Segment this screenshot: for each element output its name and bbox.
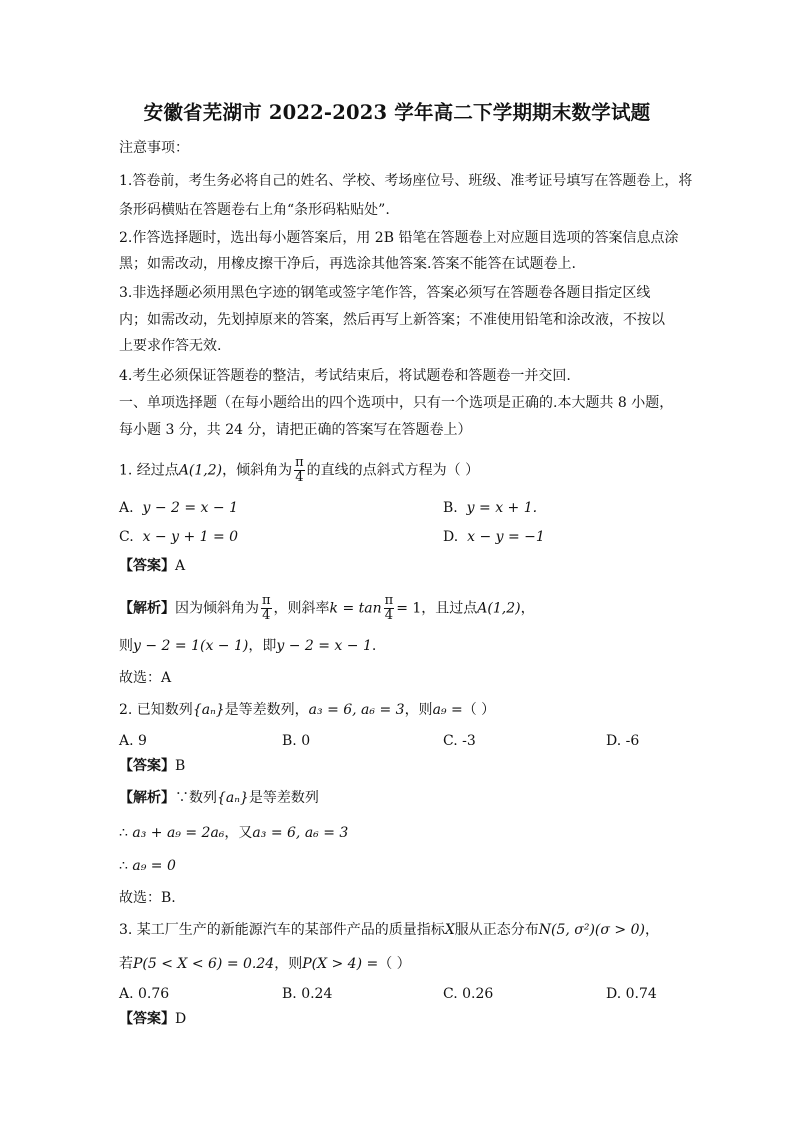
section-heading-line-2: 每小题 3 分，共 24 分，请把正确的答案写在答题卷上） xyxy=(119,422,472,438)
q1-analysis-frac-1 xyxy=(261,594,272,623)
q2-analysis-b: 是等差数列 xyxy=(248,790,319,806)
q2-analysis2-a: ，又 xyxy=(224,825,253,841)
q2-analysis-tag: 【解析】 xyxy=(119,790,175,806)
q2-option-d: D. -6 xyxy=(606,733,640,749)
q2-ask: a₉ = xyxy=(432,702,463,718)
note-3-line-1: 3.非选择题必须用黑色字迹的钢笔或签字笔作答，答案必须写在答题卷各题目指定区线 xyxy=(119,285,651,301)
q3-l2-a: 若 xyxy=(119,956,133,972)
note-2-line-2: 黑；如需改动，用橡皮擦干净后，再选涂其他答案.答案不能答在试题卷上. xyxy=(119,256,576,272)
q1-frac-den: 4 xyxy=(295,470,304,485)
q2-analysis-a: 数列 xyxy=(189,790,217,806)
note-1-line-1: 1.答卷前，考生务必将自己的姓名、学校、考场座位号、班级、准考证号填写在答题卷上，将 xyxy=(119,173,693,189)
q1-analysis-frac-2-den: 4 xyxy=(384,608,394,623)
q2-because-symbol: ∵ xyxy=(175,790,189,806)
q1-option-c xyxy=(119,527,238,547)
q1-option-c-label: C. xyxy=(119,529,134,545)
q2-stem xyxy=(119,700,495,720)
notes-heading: 注意事项： xyxy=(119,140,189,156)
q3-stem-line-1 xyxy=(119,920,659,940)
q1-option-a-label: A. xyxy=(119,500,134,516)
q1-analysis-text-d: ， xyxy=(520,600,535,617)
q1-frac-num: π xyxy=(295,455,304,470)
q2-analysis2-expr-1: a₃ + a₉ = 2a₆ xyxy=(132,825,225,841)
q1-stem-post: 的直线的点斜式方程为（ ） xyxy=(306,462,480,479)
q1-stem-pre: 1. 经过点 xyxy=(119,462,179,479)
q1-option-a-text: y − 2 = x − 1 xyxy=(142,500,238,516)
q2-option-a: A. 9 xyxy=(119,733,147,749)
q2-answer-value: B xyxy=(175,758,186,774)
q1-analysis2-b: ，即 xyxy=(248,638,277,654)
q3-answer-value: D xyxy=(175,1011,187,1027)
q3-stem-post: ， xyxy=(644,922,659,938)
q1-stem-mid: ，倾斜角为 xyxy=(222,462,293,479)
q3-stem-line-2 xyxy=(119,954,411,974)
q2-stem-post: ，则 xyxy=(404,702,433,718)
q2-seq: {aₙ} xyxy=(192,702,225,718)
q2-analysis-line-2 xyxy=(119,823,348,843)
q1-fraction xyxy=(294,456,305,485)
q2-answer-tag: 【答案】 xyxy=(119,758,175,774)
q3-answer xyxy=(119,1009,186,1029)
q2-therefore-symbol-2: ∴ xyxy=(119,858,128,874)
q2-analysis-line-1 xyxy=(119,788,319,808)
q2-stem-end: （ ） xyxy=(462,702,496,718)
q1-analysis2-c: . xyxy=(371,638,377,654)
q3-l2-expr-2: P(X > 4) = xyxy=(302,956,379,972)
q1-option-b xyxy=(443,498,537,518)
q1-analysis-k: k = tan xyxy=(329,600,382,617)
q2-option-c: C. -3 xyxy=(443,733,476,749)
q2-stem-pre: 2. 已知数列 xyxy=(119,702,193,718)
q2-analysis-line-3 xyxy=(119,856,176,876)
q1-option-d-label: D. xyxy=(443,529,459,545)
q1-option-c-text: x − y + 1 = 0 xyxy=(142,529,239,545)
note-4: 4.考生必须保证答题卷的整洁，考试结束后，将试题卷和答题卷一并交回. xyxy=(119,368,571,384)
q3-option-b: B. 0.24 xyxy=(282,986,333,1002)
q1-answer-tag: 【答案】 xyxy=(119,558,175,574)
q1-analysis2-expr-1: y − 2 = 1(x − 1) xyxy=(133,638,249,654)
q2-option-b: B. 0 xyxy=(282,733,311,749)
q3-option-d: D. 0.74 xyxy=(606,986,657,1002)
q1-answer-value: A xyxy=(175,558,186,574)
page-title: 安徽省芜湖市 2022-2023 学年高二下学期期末数学试题 xyxy=(143,101,651,124)
q2-therefore-symbol-1: ∴ xyxy=(119,825,128,841)
q1-option-d xyxy=(443,527,545,547)
q1-analysis-tag: 【解析】 xyxy=(119,600,175,617)
q3-answer-tag: 【答案】 xyxy=(119,1011,175,1027)
q3-option-c: C. 0.26 xyxy=(443,986,494,1002)
note-3-line-2: 内；如需改动，先划掉原来的答案，然后再写上新答案；不准使用铅笔和涂改液，不按以 xyxy=(119,312,665,328)
q2-answer xyxy=(119,756,185,776)
q2-choose: 故选：B. xyxy=(119,890,176,906)
q3-l2-b: ，则 xyxy=(274,956,303,972)
note-1-line-2: 条形码横贴在答题卷右上角“条形码粘贴处”. xyxy=(119,202,390,218)
q2-analysis3-expr: a₉ = 0 xyxy=(132,858,176,874)
q1-analysis-text-a: 因为倾斜角为 xyxy=(175,600,259,617)
note-3-line-3: 上要求作答无效. xyxy=(119,338,222,354)
q3-l2-expr-1: P(5 < X < 6) = 0.24 xyxy=(133,956,275,972)
q1-option-a xyxy=(119,498,238,518)
note-2-line-1: 2.作答选择题时，选出每小题答案后，用 2B 铅笔在答题卷上对应题目选项的答案信息点涂 xyxy=(119,230,679,246)
section-heading-line-1: 一、单项选择题（在每小题给出的四个选项中，只有一个选项是正确的.本大题共 8 小题， xyxy=(119,395,674,411)
q1-analysis-text-b: ，则斜率 xyxy=(273,600,330,617)
q1-analysis2-a: 则 xyxy=(119,638,133,654)
q1-option-d-text: x − y = −1 xyxy=(467,529,545,545)
q1-analysis2-expr-2: y − 2 = x − 1 xyxy=(276,638,372,654)
q3-l2-c: （ ） xyxy=(378,956,411,972)
q3-stem-pre: 3. 某工厂生产的新能源汽车的某部件产品的质量指标 xyxy=(119,922,445,938)
q2-analysis2-expr-2: a₃ = 6, a₆ = 3 xyxy=(252,825,349,841)
q1-analysis-frac-2 xyxy=(384,594,395,623)
q1-option-b-text: y = x + 1. xyxy=(466,500,538,516)
q3-option-a: A. 0.76 xyxy=(119,986,170,1002)
q1-analysis-frac-1-num: π xyxy=(262,593,271,608)
q3-stem-mid: 服从正态分布 xyxy=(454,922,539,938)
q1-analysis-frac-2-num: π xyxy=(384,593,394,608)
q3-var-x: X xyxy=(444,922,455,938)
q2-stem-mid: 是等差数列， xyxy=(224,702,309,718)
q1-stem xyxy=(119,456,479,485)
q1-analysis-line-1 xyxy=(119,594,535,623)
q1-analysis-point: A(1,2) xyxy=(477,600,521,617)
q3-distribution: N(5, σ²)(σ > 0) xyxy=(538,922,645,938)
q1-option-b-label: B. xyxy=(443,500,458,516)
q2-analysis-seq: {aₙ} xyxy=(217,790,249,806)
q1-answer xyxy=(119,556,185,576)
q2-cond: a₃ = 6, a₆ = 3 xyxy=(308,702,405,718)
q1-point: A(1,2) xyxy=(178,462,223,479)
q1-choose: 故选：A xyxy=(119,670,172,686)
q1-analysis-line-2 xyxy=(119,636,376,656)
q1-analysis-frac-1-den: 4 xyxy=(262,608,271,623)
q1-analysis-text-c: = 1，且过点 xyxy=(396,600,478,617)
